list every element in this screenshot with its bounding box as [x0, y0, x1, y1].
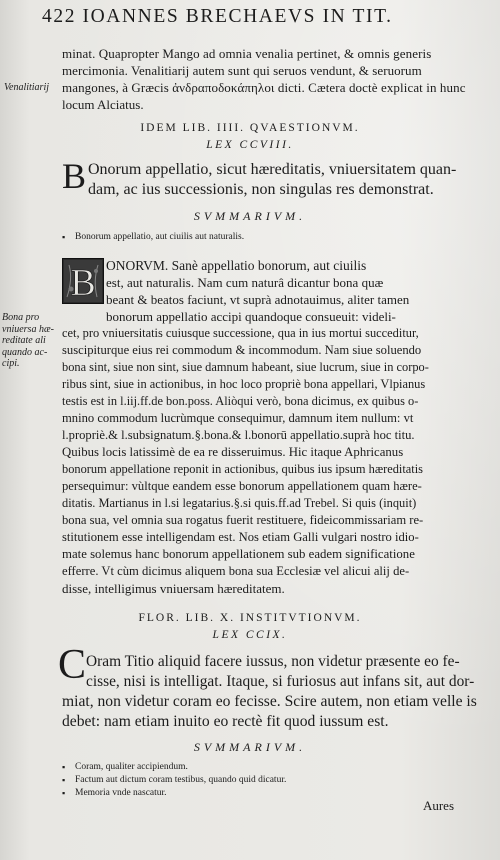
intro-line-2: mercimonia. Venalitiarij autem sunt qui seruos vendunt, & seruorum — [62, 63, 422, 78]
margin-note-line: reditate ali — [2, 335, 46, 346]
margin-note-line: cipi. — [2, 358, 20, 369]
section2-lead-line-4: debet: nam etiam inuito eo rectè fit quod iussum est. — [62, 713, 389, 730]
section2-summary-item-1: Coram, qualiter accipiendum. — [75, 762, 188, 772]
body-line-8: ribus sint, siue in actionibus, in hoc loco propriè bona appellari, Vlpianus — [62, 377, 426, 391]
section2-summary-item-3: Memoria vnde nascatur. — [75, 788, 167, 798]
body-line-7: bona sint, siue non sint, siue damnum habeant, siue lucrum, siue in corpo- — [62, 360, 429, 374]
body-line-6: suscipiturque eius rei commodum & incommodum. Nam siue soluendo — [62, 343, 422, 357]
body-line-20: disse, intelligimus vniuersam hæreditatem. — [62, 581, 285, 596]
body-line-9: testis est in l.iij.ff.de bon.poss. Aliòqui verò, bona dicimus, ex quibus o- — [62, 394, 419, 408]
section2-lead-line-2: cisse, nisi is intelligat. Itaque, si furiosus aut infans sit, aut dor- — [86, 673, 475, 690]
body-line-17: stitutionem esse intelligendam est. Nos etiam Galli vulgari nostro idio- — [62, 530, 419, 544]
body-line-11: l.propriè.& l.subsignatum.§.bona.& l.bonorū appellatio.suprà hoc titu. — [62, 428, 415, 442]
catchword: Aures — [422, 798, 454, 813]
margin-note-bona-pro — [2, 312, 54, 370]
body-line-4: bonorum appellatio accipi quandoque consueuit: videli- — [106, 309, 396, 324]
section2-lead-initial: C — [58, 642, 87, 688]
section1-summary-item-1: Bonorum appellatio, aut ciuilis aut naturalis. — [75, 232, 245, 242]
summary-bullet: ▪ — [62, 232, 66, 242]
intro-line-1: minat. Quapropter Mango ad omnia venalia pertinet, & omnis generis — [62, 46, 432, 61]
intro-line-3: mangones, à Græcis ἀνδραποδοκάπηλοι dicti. Cætera doctè explicat in hunc — [62, 80, 466, 95]
summary-bullet: ▪ — [62, 788, 66, 798]
body-line-16: bona sua, vel omnia sua rogatus fuerit restituere, fideicommissariam re- — [62, 513, 424, 527]
body-line-15: ditatis. Martianus in l.si legatarius.§.si quis.ff.ad Trebel. Si quis (inquit) — [62, 496, 417, 510]
body-line-10: mnino commodum lucrùmque consequimur, damnum item nullum: vt — [62, 411, 414, 425]
section2-lex: LEX CCIX. — [212, 629, 288, 641]
section2-heading: FLOR. LIB. X. INSTITVTIONVM. — [138, 612, 362, 624]
body-line-14: persequimur: vùltque eandem esse bonorum appellationem quam hære- — [62, 479, 422, 493]
margin-note-line: Bona pro — [2, 312, 40, 323]
section1-summarium: SVMMARIVM. — [193, 209, 307, 223]
ornament-icon — [63, 259, 103, 303]
section1-lead-line-1: Onorum appellatio, sicut hæreditatis, vniuersitatem quan- — [88, 161, 457, 178]
margin-note-line: quando ac- — [2, 346, 48, 358]
section1-lead-line-2: dam, ac ius successionis, non singulas res demonstrat. — [88, 181, 434, 198]
decorated-initial — [62, 258, 104, 304]
summary-bullet: ▪ — [62, 775, 66, 785]
drop-cap-letter: B — [70, 262, 96, 303]
body-line-1: ONORVM. Sanè appellatio bonorum, aut ciuilis — [106, 258, 367, 273]
body-line-19: efferre. Vt cùm dicimus aliquem bona sua Ecclesiæ vel alicui alij de- — [62, 564, 410, 578]
body-line-13: bonorum appellatione reponit in actionibus, quibus ius ipsum hæreditatis — [62, 462, 424, 476]
body-line-12: Quibus locis latissimè de ea re disseruimus. Hic itaque Aphricanus — [62, 445, 404, 459]
section1-lex: LEX CCVIII. — [206, 139, 294, 151]
section2-lead-line-1: Oram Titio aliquid facere iussus, non videtur præsente eo fe- — [86, 653, 460, 670]
section1-lead-initial: B — [62, 156, 87, 196]
body-line-3: beant & beatos faciunt, vt suprà adnotauimus, aliter tamen — [106, 292, 410, 307]
margin-note-line: vniuersa hæ- — [2, 323, 54, 335]
section2-lead-line-3: miat, non videtur coram eo fecisse. Scire autem, non etiam velle is — [62, 693, 477, 710]
running-head: 422 IOANNES BRECHAEVS IN TIT. — [42, 6, 393, 27]
summary-bullet: ▪ — [62, 762, 66, 772]
section2-summarium: SVMMARIVM. — [193, 740, 307, 754]
section1-heading: IDEM LIB. IIII. QVAESTIONVM. — [140, 122, 360, 134]
body-line-2: est, aut naturalis. Nam cum naturâ dicantur bona quæ — [106, 275, 384, 290]
body-line-18: mate solemus hanc bonorum appellationem sub eadem significatione — [62, 547, 415, 561]
intro-line-4: locum Alciatus. — [62, 97, 144, 112]
section2-summary-item-2: Factum aut dictum coram testibus, quando quid dicatur. — [75, 775, 287, 785]
margin-note-venalitiarij: Venalitiarij — [4, 82, 49, 93]
body-line-5: cet, pro vniuersitatis cuiusque successione, qua in ius mortui succeditur, — [62, 326, 419, 340]
